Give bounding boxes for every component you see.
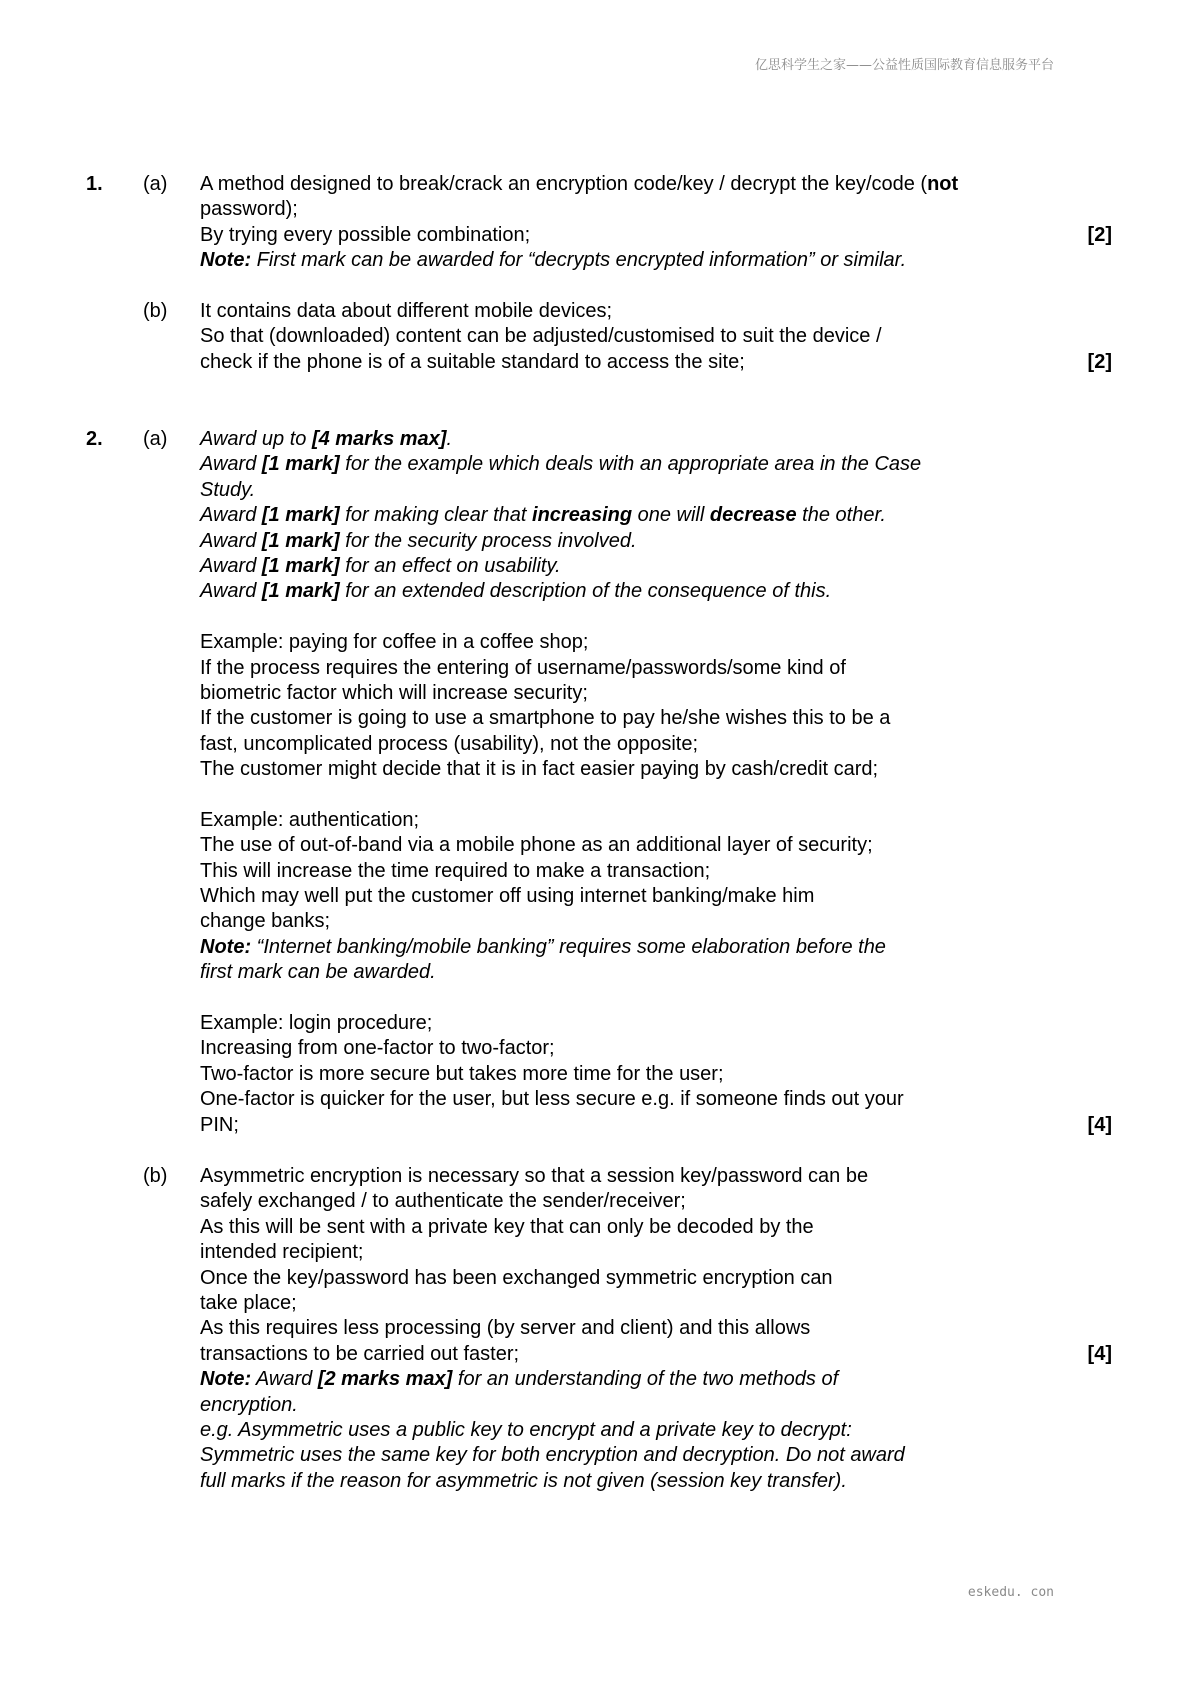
bold-text: [2 marks max] (317, 1368, 453, 1391)
note-text: for an understanding of the two methods of (452, 1368, 839, 1391)
text-line: password); (200, 198, 298, 221)
text-line: intended recipient; (200, 1241, 364, 1264)
answer-text (200, 172, 1080, 274)
text-run: for an effect on usability. (339, 554, 561, 577)
example-line: The customer might decide that it is in fact easier paying by cash/credit card; (200, 758, 879, 781)
note-text: Award (251, 1368, 318, 1391)
text-line: take place; (200, 1291, 297, 1314)
bold-text: decrease (709, 504, 797, 527)
example-line: PIN; (200, 1113, 239, 1136)
note-label: Note: (200, 249, 252, 272)
marks-badge: [4] (1087, 1342, 1112, 1365)
text-line: transactions to be carried out faster; (200, 1342, 520, 1365)
part-label: (b) (143, 300, 168, 322)
example-line: biometric factor which will increase security; (200, 681, 588, 704)
note-text: Symmetric uses the same key for both encryption and decryption. Do not award (200, 1444, 905, 1467)
note-text: encryption. (200, 1393, 298, 1416)
text-run: A method designed to break/crack an encryption code/key / decrypt the key/code ( (200, 173, 928, 195)
bold-text: not (927, 173, 959, 195)
text-run: Award up to (200, 428, 312, 450)
marks-badge: [4] (1087, 1113, 1112, 1136)
text-run: for making clear that (339, 504, 533, 527)
example-line: change banks; (200, 910, 331, 933)
question-number: 2. (86, 428, 103, 450)
example-line: The use of out-of-band via a mobile phone as an additional layer of security; (200, 834, 873, 857)
text-line: safely exchanged / to authenticate the sender/receiver; (200, 1190, 686, 1213)
text-line: By trying every possible combination; (200, 223, 531, 246)
question-number: 1. (86, 173, 103, 195)
part-label: (a) (143, 173, 168, 195)
note-text: First mark can be awarded for “decrypts encrypted information” or similar. (251, 249, 907, 272)
text-run: for an extended description of the consequence of this. (339, 580, 832, 603)
example-line: Example: login procedure; (200, 1011, 433, 1034)
example-line: Example: authentication; (200, 808, 420, 831)
example-line: Which may well put the customer off using internet banking/make him (200, 885, 815, 908)
bold-text: increasing (532, 504, 633, 527)
text-line: As this requires less processing (by server and client) and this allows (200, 1317, 811, 1340)
text-run: one will (632, 504, 710, 527)
page-footer: eskedu. con (967, 1585, 1054, 1600)
example-line: fast, uncomplicated process (usability), not the opposite; (200, 732, 699, 755)
bold-text: [1 mark] (261, 554, 340, 577)
text-run: Award (200, 504, 262, 527)
answer-text (200, 1164, 1080, 1494)
text-run: the other. (796, 504, 886, 527)
bold-text: [1 mark] (261, 580, 340, 603)
text-line: As this will be sent with a private key that can only be decoded by the (200, 1215, 814, 1238)
bold-text: [4 marks max] (311, 428, 447, 450)
text-line: So that (downloaded) content can be adjusted/customised to suit the device / (200, 325, 882, 348)
marks-badge: [2] (1087, 350, 1112, 373)
text-line: Asymmetric encryption is necessary so that a session key/password can be (200, 1165, 869, 1187)
text-line: It contains data about different mobile devices; (200, 300, 613, 322)
example-line: One-factor is quicker for the user, but less secure e.g. if someone finds out your (200, 1088, 904, 1111)
text-run: Award (200, 554, 262, 577)
note-label: Note: (200, 1368, 252, 1391)
text-line: check if the phone is of a suitable standard to access the site; (200, 350, 745, 373)
example-line: If the customer is going to use a smartphone to pay he/she wishes this to be a (200, 707, 891, 730)
example-line: If the process requires the entering of username/passwords/some kind of (200, 656, 846, 679)
bold-text: [1 mark] (261, 529, 340, 552)
text-line: Study. (200, 478, 256, 501)
text-run: . (446, 428, 453, 450)
text-line: Once the key/password has been exchanged symmetric encryption can (200, 1266, 833, 1289)
example-line: Two-factor is more secure but takes more time for the user; (200, 1062, 724, 1085)
answer-text (200, 299, 1080, 375)
text-run: for the security process involved. (339, 529, 637, 552)
note-text: “Internet banking/mobile banking” requires some elaboration before the (251, 935, 886, 958)
example-line: Increasing from one-factor to two-factor; (200, 1037, 555, 1060)
note-text: e.g. Asymmetric uses a public key to encrypt and a private key to decrypt: (200, 1418, 852, 1441)
bold-text: [1 mark] (261, 504, 340, 527)
text-run: Award (200, 580, 262, 603)
text-run: for the example which deals with an appropriate area in the Case (339, 453, 922, 476)
example-line: This will increase the time required to make a transaction; (200, 859, 711, 882)
note-label: Note: (200, 935, 252, 958)
answer-text (200, 427, 1080, 1138)
text-run: Award (200, 529, 262, 552)
part-label: (a) (143, 428, 168, 450)
example-line: Example: paying for coffee in a coffee shop; (200, 631, 589, 654)
part-label: (b) (143, 1165, 168, 1187)
note-text: full marks if the reason for asymmetric is not given (session key transfer). (200, 1469, 847, 1492)
text-run: Award (200, 453, 262, 476)
page-header: 亿思科学生之家——公益性质国际教育信息服务平台 (754, 58, 1054, 73)
marks-badge: [2] (1087, 223, 1112, 246)
bold-text: [1 mark] (261, 453, 340, 476)
note-text: first mark can be awarded. (200, 961, 436, 984)
